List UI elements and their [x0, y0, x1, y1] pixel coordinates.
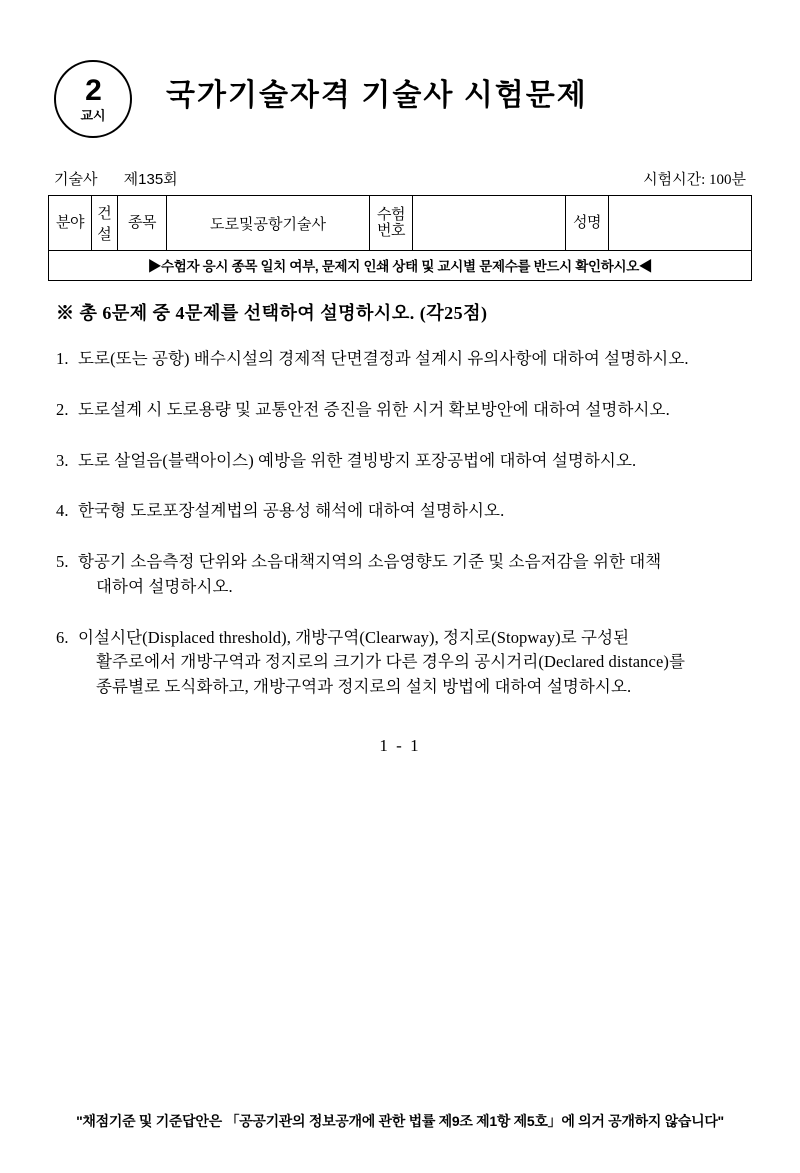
question-number: 5.	[56, 552, 69, 571]
question-text	[78, 398, 746, 423]
subject-label: 종목	[128, 213, 156, 231]
question-list	[48, 347, 752, 700]
exam-no-label: 수험번호	[377, 205, 405, 239]
table-row	[49, 196, 752, 251]
question-line: 대하여 설명하시오.	[96, 576, 233, 596]
subject-label-cell	[118, 196, 167, 251]
period-label: 교시	[80, 108, 106, 123]
name-value-cell[interactable]	[609, 196, 752, 251]
question-item	[56, 449, 746, 474]
question-line: 도로 살얼음(블랙아이스) 예방을 위한 결빙방지 포장공법에 대하여 설명하시오.	[78, 450, 637, 470]
question-item	[56, 398, 746, 423]
page-header	[48, 56, 752, 156]
exam-meta-row	[48, 168, 752, 193]
question-text	[78, 499, 746, 524]
question-line: 이설시단(Displaced threshold), 개방구역(Clearway), 정지로(Stopway)로 구성된	[78, 627, 630, 647]
question-text	[78, 550, 746, 600]
field-label: 분야	[56, 213, 84, 231]
subject-value-cell: 도로및공항기술사	[167, 196, 370, 251]
question-line: 활주로에서 개방구역과 정지로의 크기가 다른 경우의 공시거리(Declared distance)를	[96, 652, 686, 672]
period-number: 2	[85, 74, 101, 107]
question-text	[78, 626, 746, 700]
question-item	[56, 499, 746, 524]
page-title: 국가기술자격 기술사 시험문제	[166, 79, 588, 112]
question-number: 2.	[56, 399, 69, 419]
question-number: 6.	[56, 627, 69, 647]
question-number: 3.	[56, 450, 69, 470]
footer-notice: "채점기준 및 기준답안은 「공공기관의 정보공개에 관한 법률 제9조 제1항 제5호」에 의거 공개하지 않습니다"	[76, 1113, 724, 1129]
question-number: 4.	[56, 501, 69, 521]
page-number: 1 - 1	[379, 735, 421, 755]
question-text	[78, 449, 746, 474]
question-line: 종류별로 도식화하고, 개방구역과 정지로의 설치 방법에 대하여 설명하시오.	[96, 677, 632, 696]
period-badge	[54, 60, 132, 138]
question-line: 항공기 소음측정 단위와 소음대책지역의 소음영향도 기준 및 소음저감을 위한 대책	[78, 552, 662, 571]
question-line: 한국형 도로포장설계법의 공용성 해석에 대하여 설명하시오.	[78, 501, 505, 521]
notice-bar: ▶수험자 응시 종목 일치 여부, 문제지 인쇄 상태 및 교시별 문제수를 반드시 확인하시오◀	[48, 251, 752, 281]
name-label: 성명	[573, 213, 601, 231]
exam-time: 시험시간: 100분	[643, 172, 746, 188]
question-number: 1.	[56, 349, 69, 368]
field-value-cell: 건설	[92, 196, 118, 251]
qualification-and-round	[54, 168, 178, 189]
exam-round: 제135회	[123, 171, 178, 188]
name-label-cell	[566, 196, 609, 251]
qualification-label: 기술사	[54, 171, 98, 188]
question-item	[56, 347, 746, 372]
instruction-text: ※ 총 6문제 중 4문제를 선택하여 설명하시오. (각25점)	[56, 303, 488, 323]
exam-info-table	[48, 195, 752, 251]
question-line: 도로설계 시 도로용량 및 교통안전 증진을 위한 시거 확보방안에 대하여 설명하시오.	[78, 399, 670, 419]
exam-paper-page	[0, 56, 800, 1173]
question-item	[56, 550, 746, 600]
question-item	[56, 626, 746, 700]
exam-no-value-cell[interactable]	[413, 196, 566, 251]
field-label-cell	[49, 196, 92, 251]
question-text	[78, 347, 746, 372]
exam-no-label-cell	[370, 196, 413, 251]
question-line: 도로(또는 공항) 배수시설의 경제적 단면결정과 설계시 유의사항에 대하여 설명하시오.	[78, 349, 689, 368]
